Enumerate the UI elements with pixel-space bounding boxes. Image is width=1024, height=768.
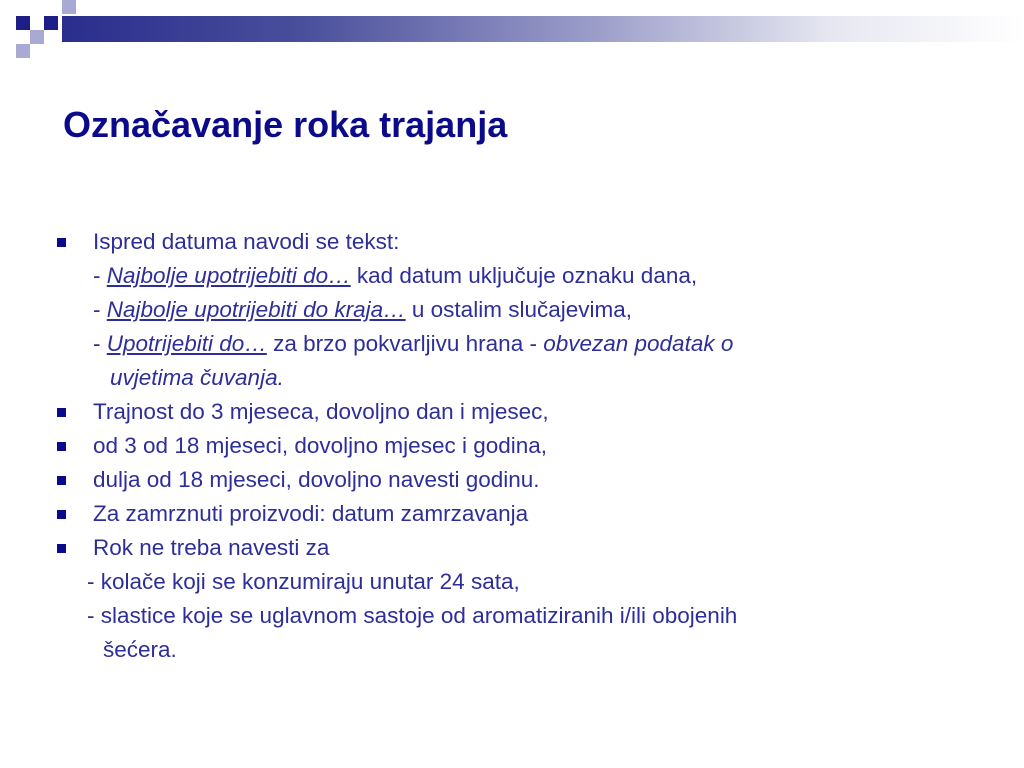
sub-item-continued: šećera.	[103, 637, 177, 662]
term-link: Najbolje upotrijebiti do…	[106, 263, 351, 288]
bullet-text: dulja od 18 mjeseci, dovoljno navesti godinu.	[93, 467, 540, 492]
sub-item: - Upotrijebiti do… za brzo pokvarljivu hrana - obvezan podatak o	[93, 331, 734, 356]
bullet-text: Ispred datuma navodi se tekst:	[93, 229, 400, 254]
bullet-text: Trajnost do 3 mjeseca, dovoljno dan i mjesec,	[93, 399, 549, 424]
bullet-square-icon	[57, 544, 66, 553]
bullet-text: Za zamrznuti proizvodi: datum zamrzavanja	[93, 501, 529, 526]
bullet-text: Rok ne treba navesti za	[93, 535, 330, 560]
emphasis-text: obvezan podatak o	[543, 331, 734, 356]
emphasis-text-continued: uvjetima čuvanja.	[110, 365, 284, 390]
term-link: Najbolje upotrijebiti do kraja…	[106, 297, 406, 322]
bullet-text: od 3 od 18 mjeseci, dovoljno mjesec i godina,	[93, 433, 548, 458]
sub-item: - Najbolje upotrijebiti do kraja… u ostalim slučajevima,	[93, 297, 632, 322]
sub-item: - kolače koji se konzumiraju unutar 24 sata,	[87, 569, 520, 594]
sub-item: - Najbolje upotrijebiti do… kad datum uključuje oznaku dana,	[93, 263, 698, 288]
bullet-square-icon	[57, 476, 66, 485]
bullet-square-icon	[57, 238, 66, 247]
term-link: Upotrijebiti do…	[106, 331, 267, 356]
slide-title: Označavanje roka trajanja	[63, 104, 508, 145]
bullet-square-icon	[57, 510, 66, 519]
bullet-square-icon	[57, 408, 66, 417]
bullet-square-icon	[57, 442, 66, 451]
sub-item: - slastice koje se uglavnom sastoje od aromatiziranih i/ili obojenih	[87, 603, 738, 628]
